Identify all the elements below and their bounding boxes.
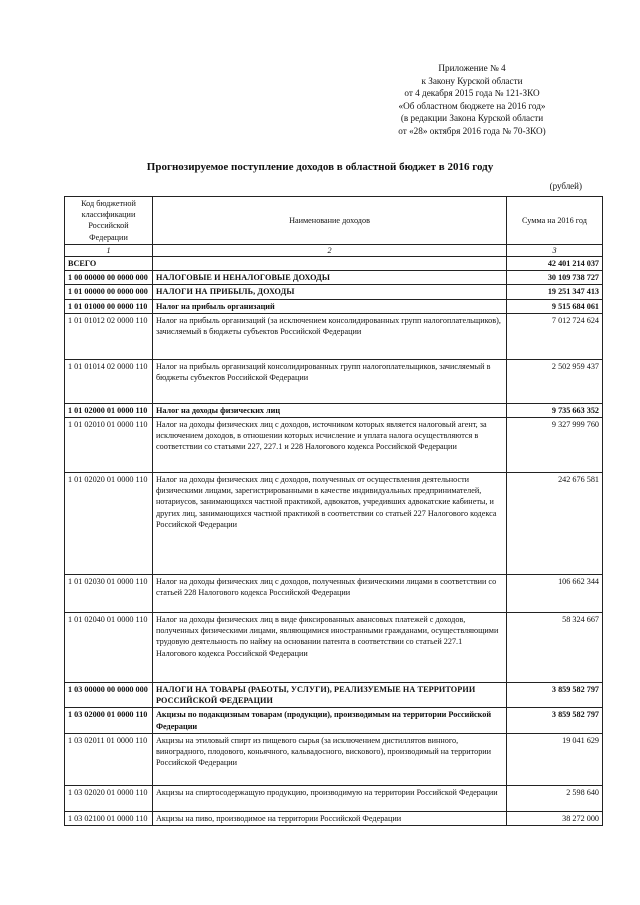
row-name: Акцизы на этиловый спирт из пищевого сырья (за исключением дистиллятов винного, виноградного, плодового, коньячного, кальвадосного, вискового), производимый на территории Российской Федерации: [153, 733, 507, 785]
table-row: [65, 271, 603, 285]
row-sum: 2 502 959 437: [507, 359, 603, 403]
row-sum: 2 598 640: [507, 785, 603, 811]
row-sum: 19 251 347 413: [507, 285, 603, 299]
row-code: 1 01 02030 01 0000 110: [65, 575, 153, 613]
row-name: Акцизы на пиво, производимое на территории Российской Федерации: [153, 811, 507, 825]
row-sum: 38 272 000: [507, 811, 603, 825]
table-row: [65, 683, 603, 708]
row-code: 1 01 02020 01 0000 110: [65, 473, 153, 575]
row-sum: 3 859 582 797: [507, 708, 603, 733]
row-sum: 106 662 344: [507, 575, 603, 613]
row-code: 1 03 02011 01 0000 110: [65, 733, 153, 785]
row-code: 1 01 01014 02 0000 110: [65, 359, 153, 403]
table-row: [65, 575, 603, 613]
row-sum: 19 041 629: [507, 733, 603, 785]
row-sum: 9 515 684 061: [507, 299, 603, 313]
row-name: НАЛОГОВЫЕ И НЕНАЛОГОВЫЕ ДОХОДЫ: [153, 271, 507, 285]
row-name: Налог на прибыль организаций консолидированных групп налогоплательщиков, зачисляемый в бюджеты субъектов Российской Федерации: [153, 359, 507, 403]
table-row: [65, 785, 603, 811]
row-code: 1 03 02000 01 0000 110: [65, 708, 153, 733]
column-number-1: 1: [65, 244, 153, 256]
table-row: [65, 733, 603, 785]
document-title: Прогнозируемое поступление доходов в областной бюджет в 2016 году: [146, 161, 494, 173]
row-code: 1 03 02020 01 0000 110: [65, 785, 153, 811]
row-code: 1 01 02010 01 0000 110: [65, 418, 153, 473]
column-number-3: 3: [507, 244, 603, 256]
table-row: [65, 299, 603, 313]
appendix-line: Приложение № 4: [438, 63, 506, 73]
row-name: Налог на прибыль организаций: [153, 299, 507, 313]
row-name: Налог на доходы физических лиц с доходов, полученных физическими лицами в соответствии со статьей 228 Налогового кодекса Российской Федерации: [153, 575, 507, 613]
units-label: (рублей): [549, 181, 582, 191]
table-row: [65, 473, 603, 575]
header-code: Код бюджетной классификации Российской Федерации: [65, 197, 153, 245]
row-code: 1 03 02100 01 0000 110: [65, 811, 153, 825]
appendix-line: от «28» октября 2016 года № 70-ЗКО): [398, 125, 546, 136]
row-code: 1 03 00000 00 0000 000: [65, 683, 153, 708]
table-row: [65, 418, 603, 473]
appendix-note: [362, 62, 582, 138]
row-name: Акцизы по подакцизным товарам (продукции), производимым на территории Российской Федерации: [153, 708, 507, 733]
column-number-2: 2: [153, 244, 507, 256]
table-row: [65, 811, 603, 825]
row-name: НАЛОГИ НА ТОВАРЫ (РАБОТЫ, УСЛУГИ), РЕАЛИЗУЕМЫЕ НА ТЕРРИТОРИИ РОССИЙСКОЙ ФЕДЕРАЦИИ: [153, 683, 507, 708]
appendix-line: «Об областном бюджете на 2016 год»: [398, 100, 546, 111]
row-name: Налог на доходы физических лиц: [153, 403, 507, 417]
row-code: 1 01 01012 02 0000 110: [65, 313, 153, 359]
table-row: [65, 403, 603, 417]
table-row: [65, 285, 603, 299]
row-name: Налог на доходы физических лиц с доходов, источником которых является налоговый агент, за исключением доходов, в отношении которых исчисление и уплата налога осуществляются в соответствии со статьями 227, 227.1 и 228 Налогового кодекса Российской Федерации: [153, 418, 507, 473]
header-name: Наименование доходов: [153, 197, 507, 245]
row-name: [153, 257, 507, 271]
row-sum: 58 324 667: [507, 613, 603, 683]
column-number-row: [65, 244, 603, 256]
row-name: Налог на доходы физических лиц в виде фиксированных авансовых платежей с доходов, полученных физическими лицами, являющимися иностранными гражданами, осуществляющими трудовую деятельность по найму на основании патента в соответствии со статьей 227.1 Налогового кодекса Российской Федерации: [153, 613, 507, 683]
row-code: ВСЕГО: [65, 257, 153, 271]
row-sum: 3 859 582 797: [507, 683, 603, 708]
table-row: [65, 708, 603, 733]
appendix-line: от 4 декабря 2015 года № 121-ЗКО: [404, 88, 540, 99]
row-sum: 30 109 738 727: [507, 271, 603, 285]
row-sum: 9 327 999 760: [507, 418, 603, 473]
revenue-table: [64, 196, 603, 826]
row-code: 1 01 00000 00 0000 000: [65, 285, 153, 299]
table-row: [65, 359, 603, 403]
row-name: НАЛОГИ НА ПРИБЫЛЬ, ДОХОДЫ: [153, 285, 507, 299]
row-name: Налог на доходы физических лиц с доходов, полученных от осуществления деятельности физическими лицами, зарегистрированными в качестве индивидуальных предпринимателей, нотариусов, занимающихся частной практикой, адвокатов, учредивших адвокатские кабинеты, и других лиц, занимающихся частной практикой в соответствии со статьей 227 Налогового кодекса Российской Федерации: [153, 473, 507, 575]
row-name: Налог на прибыль организаций (за исключением консолидированных групп налогоплательщиков), зачисляемый в бюджеты субъектов Российской Федерации: [153, 313, 507, 359]
row-code: 1 01 01000 00 0000 110: [65, 299, 153, 313]
row-code: 1 01 02000 01 0000 110: [65, 403, 153, 417]
row-sum: 42 401 214 037: [507, 257, 603, 271]
appendix-line: к Закону Курской области: [421, 75, 523, 86]
header-sum: Сумма на 2016 год: [507, 197, 603, 245]
table-header-row: [65, 197, 603, 245]
row-sum: 9 735 663 352: [507, 403, 603, 417]
row-sum: 242 676 581: [507, 473, 603, 575]
row-code: 1 01 02040 01 0000 110: [65, 613, 153, 683]
row-sum: 7 012 724 624: [507, 313, 603, 359]
table-row: [65, 613, 603, 683]
row-code: 1 00 00000 00 0000 000: [65, 271, 153, 285]
table-row: [65, 257, 603, 271]
appendix-line: (в редакции Закона Курской области: [400, 113, 544, 124]
row-name: Акцизы на спиртосодержащую продукцию, производимую на территории Российской Федерации: [153, 785, 507, 811]
table-row: [65, 313, 603, 359]
